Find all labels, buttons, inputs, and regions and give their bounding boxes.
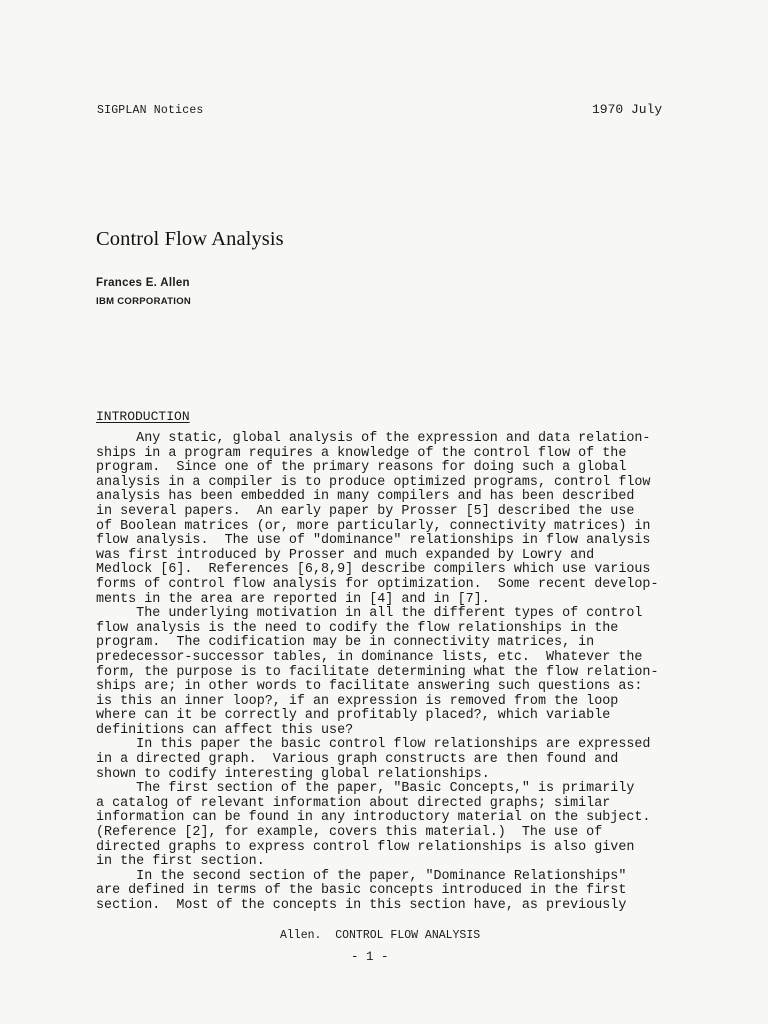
paper-title: Control Flow Analysis [96, 228, 284, 250]
body-line: ships in a program requires a knowledge of the control flow of the [96, 445, 627, 461]
body-line: in a directed graph. Various graph constructs are then found and [96, 752, 619, 768]
body-line: form, the purpose is to facilitate determining what the flow relation- [96, 664, 659, 680]
body-line: in several papers. An early paper by Prosser [5] described the use [96, 503, 635, 519]
section-heading: INTRODUCTION [96, 409, 190, 424]
body-line: was first introduced by Prosser and much expanded by Lowry and [96, 547, 595, 563]
body-line: flow analysis is the need to codify the flow relationships in the [96, 620, 619, 636]
body-line: of Boolean matrices (or, more particularly, connectivity matrices) in [96, 518, 651, 534]
body-line: program. Since one of the primary reasons for doing such a global [96, 460, 627, 476]
body-line: flow analysis. The use of "dominance" relationships in flow analysis [96, 533, 651, 549]
body-line: forms of control flow analysis for optimization. Some recent develop- [96, 576, 659, 592]
body-line: a catalog of relevant information about directed graphs; similar [96, 795, 611, 811]
body-line: In the second section of the paper, "Dominance Relationships" [96, 868, 627, 884]
body-line: are defined in terms of the basic concepts introduced in the first [96, 883, 627, 899]
body-line: ships are; in other words to facilitate answering such questions as: [96, 679, 643, 695]
body-line: predecessor-successor tables, in dominance lists, etc. Whatever the [96, 649, 643, 665]
body-line: definitions can affect this use? [96, 722, 354, 738]
body-line: analysis in a compiler is to produce optimized programs, control flow [96, 474, 651, 490]
body-line: The underlying motivation in all the different types of control [96, 606, 643, 622]
body-line: shown to codify interesting global relationships. [96, 766, 490, 782]
author-affiliation: IBM CORPORATION [96, 296, 192, 307]
body-line: The first section of the paper, "Basic Concepts," is primarily [96, 781, 635, 797]
body-line: information can be found in any introductory material on the subject. [96, 810, 651, 826]
body-line: (Reference [2], for example, covers this material.) The use of [96, 825, 603, 841]
body-line: where can it be correctly and profitably placed?, which variable [96, 708, 611, 724]
body-line: Medlock [6]. References [6,8,9] describe compilers which use various [96, 562, 651, 578]
body-line: directed graphs to express control flow relationships is also given [96, 839, 635, 855]
running-footer: Allen. CONTROL FLOW ANALYSIS [280, 929, 481, 942]
author-name: Frances E. Allen [96, 277, 190, 289]
body-text [96, 432, 659, 914]
body-line: Any static, global analysis of the expression and data relation- [96, 431, 651, 446]
issue-date: 1970 July [592, 102, 663, 117]
journal-name: SIGPLAN Notices [97, 104, 204, 117]
page-number: - 1 - [351, 950, 389, 964]
body-line: In this paper the basic control flow relationships are expressed [96, 737, 651, 753]
body-line: program. The codification may be in connectivity matrices, in [96, 635, 595, 651]
body-line: is this an inner loop?, if an expression is removed from the loop [96, 693, 619, 709]
body-line: in the first section. [96, 854, 265, 870]
body-line: analysis has been embedded in many compilers and has been described [96, 489, 635, 505]
body-line: ments in the area are reported in [4] and in [7]. [96, 591, 490, 607]
body-line: section. Most of the concepts in this section have, as previously [96, 898, 627, 913]
